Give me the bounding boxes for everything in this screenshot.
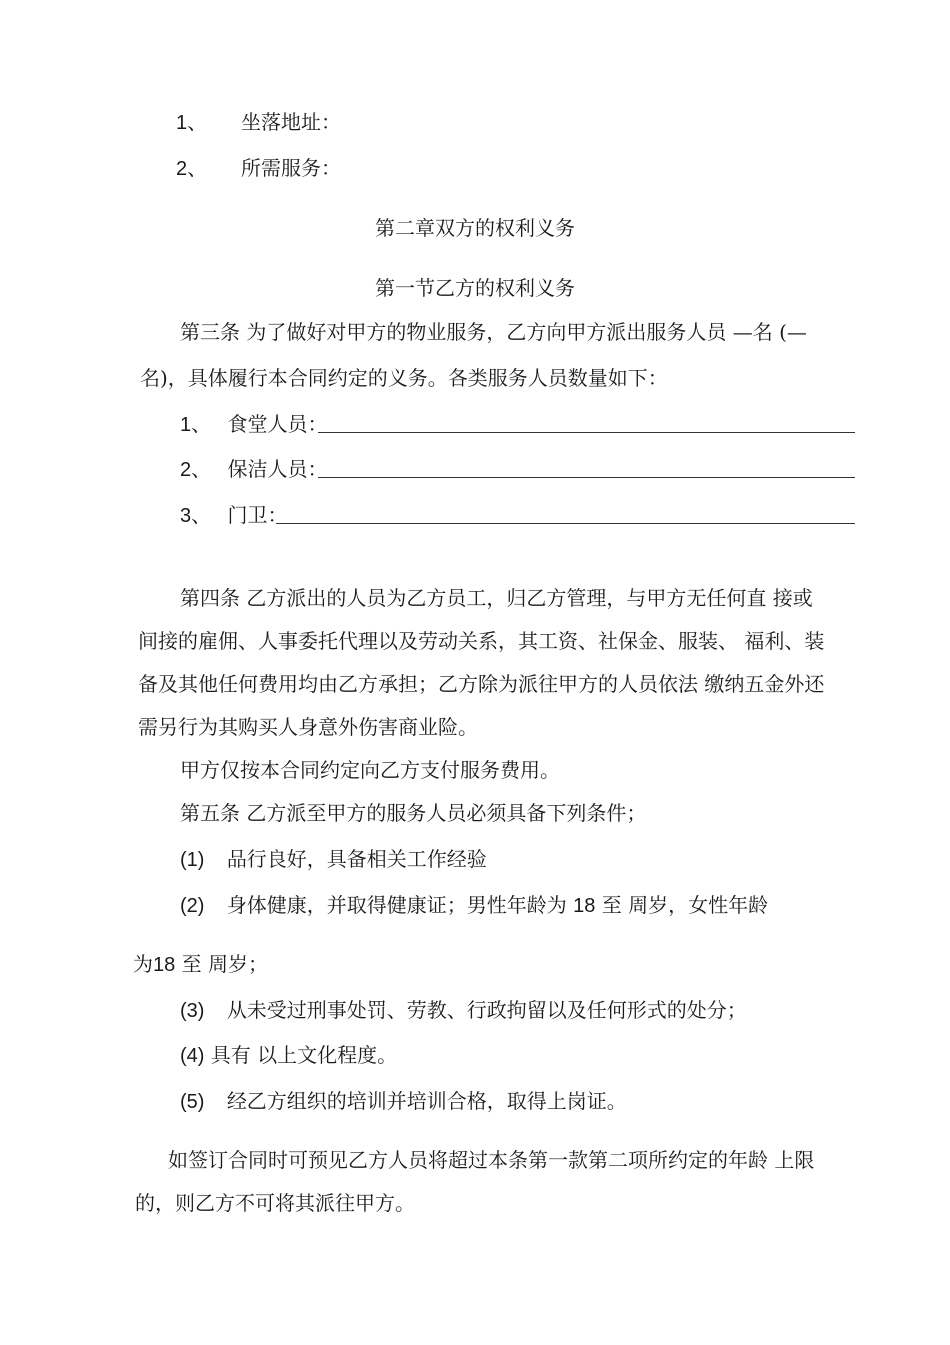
condition-text: 品行良好，具备相关工作经验 [226,847,487,871]
article3-line1: 第三条 为了做好对甲方的物业服务，乙方向甲方派出服务人员 —名 (— [180,320,807,344]
condition-2-continued [133,950,268,979]
condition-text: 经乙方组织的培训并培训合格，取得上岗证。 [226,1089,627,1113]
blank-line [276,523,855,524]
condition-text: 为 [133,952,153,976]
closing-line2: 的，则乙方不可将其派往甲方。 [135,1191,415,1215]
staff-number: 2、 [180,459,212,481]
section-title: 第一节乙方的权利义务 [375,276,575,300]
condition-text: 至 周岁，女性年龄 [595,893,769,917]
condition-number: (3) [180,1000,205,1022]
article4-paragraph2: 甲方仅按本合同约定向乙方支付服务费用。 [180,758,560,782]
item-text: 坐落地址： [241,110,341,134]
staff-number: 1、 [180,414,212,436]
condition-number: (2) [180,895,205,917]
condition-1 [180,845,487,874]
article4-line2: 间接的雇佣、人事委托代理以及劳动关系，其工资、社保金、服装、 福利、装 [138,629,825,653]
staff-label: 食堂人员： [227,412,328,436]
condition-3 [180,996,747,1025]
article5-intro: 第五条 乙方派至甲方的服务人员必须具备下列条件； [180,801,647,825]
age-value: 18 [153,954,176,976]
article4-line3: 备及其他任何费用均由乙方承担；乙方除为派往甲方的人员依法 缴纳五金外还 [138,672,825,696]
staff-label: 门卫： [227,503,288,527]
blank-line [318,477,855,478]
blank-line [318,432,855,433]
item-address [176,108,341,137]
item-text: 所需服务： [241,156,341,180]
item-services [176,154,341,183]
staff-label: 保洁人员： [227,457,328,481]
staff-item-guard [180,501,287,530]
condition-4 [180,1041,397,1070]
condition-number: (1) [180,849,205,871]
condition-text: 从未受过刑事处罚、劳教、行政拘留以及任何形式的处分； [226,998,747,1022]
staff-item-canteen [180,410,327,439]
staff-number: 3、 [180,505,212,527]
item-number: 2、 [176,158,208,180]
condition-number: (4) [180,1045,205,1067]
closing-line1: 如签订合同时可预见乙方人员将超过本条第一款第二项所约定的年龄 上限 [168,1148,815,1172]
condition-number: (5) [180,1091,205,1113]
article4-line1: 第四条 乙方派出的人员为乙方员工，归乙方管理，与甲方无任何直 接或 [180,586,813,610]
staff-item-cleaning [180,455,327,484]
condition-2 [180,891,768,920]
item-number: 1、 [176,112,208,134]
condition-text: 至 周岁； [175,952,268,976]
condition-5 [180,1087,627,1116]
article3-line2: 名)，具体履行本合同约定的义务。各类服务人员数量如下： [140,366,668,390]
condition-text: 身体健康，并取得健康证；男性年龄为 [226,893,574,917]
condition-text: 具有 以上文化程度。 [204,1043,398,1067]
age-value: 18 [573,895,596,917]
article4-line4: 需另行为其购买人身意外伤害商业险。 [138,715,478,739]
chapter-title: 第二章双方的权利义务 [375,216,575,240]
